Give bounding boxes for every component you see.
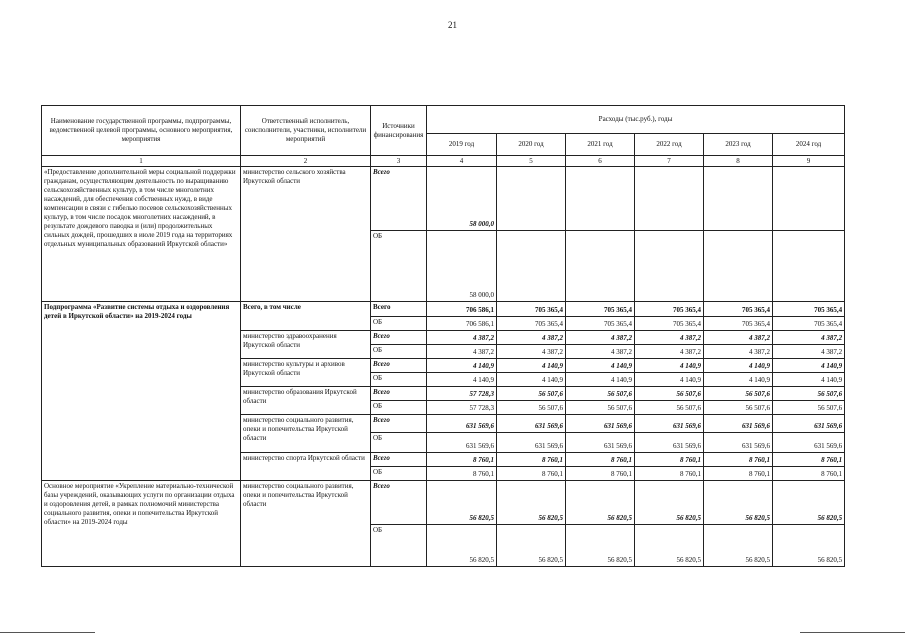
column-number: 7 <box>635 156 704 167</box>
value-cell: 8 760,1 <box>566 453 635 467</box>
value-cell: 4 387,2 <box>773 345 845 359</box>
value-cell: 56 507,6 <box>497 401 566 415</box>
value-cell: 631 569,6 <box>497 415 566 433</box>
value-cell: 631 569,6 <box>427 433 497 453</box>
column-number: 3 <box>371 156 427 167</box>
value-cell: 8 760,1 <box>635 467 704 481</box>
value-cell: 58 000,0 <box>427 167 497 231</box>
value-cell: 631 569,6 <box>497 433 566 453</box>
value-cell <box>566 231 635 302</box>
source-label: ОБ <box>371 373 427 387</box>
value-cell: 4 140,9 <box>427 359 497 373</box>
value-cell: 631 569,6 <box>635 415 704 433</box>
value-cell: 56 507,6 <box>635 401 704 415</box>
executor-name: министерство сельского хозяйства Иркутской области <box>241 167 371 302</box>
value-cell: 705 365,4 <box>704 317 773 331</box>
value-cell: 4 387,2 <box>635 331 704 345</box>
value-cell <box>566 167 635 231</box>
value-cell: 8 760,1 <box>704 467 773 481</box>
column-number: 6 <box>566 156 635 167</box>
column-number: 9 <box>773 156 845 167</box>
value-cell: 705 365,4 <box>635 317 704 331</box>
executor-name: министерство социального развития, опеки и попечительства Иркутской области <box>241 415 371 453</box>
value-cell: 705 365,4 <box>773 317 845 331</box>
value-cell: 57 728,3 <box>427 387 497 401</box>
value-cell: 4 140,9 <box>773 373 845 387</box>
source-label: ОБ <box>371 467 427 481</box>
value-cell <box>497 167 566 231</box>
source-label: Всего <box>371 331 427 345</box>
value-cell: 56 820,5 <box>497 525 566 567</box>
source-label: ОБ <box>371 317 427 331</box>
value-cell: 56 507,6 <box>704 401 773 415</box>
value-cell: 8 760,1 <box>497 453 566 467</box>
value-cell: 4 387,2 <box>566 345 635 359</box>
value-cell: 4 140,9 <box>497 359 566 373</box>
executor-name: министерство здравоохранения Иркутской области <box>241 331 371 359</box>
executor-name: министерство культуры и архивов Иркутской области <box>241 359 371 387</box>
value-cell <box>635 231 704 302</box>
value-cell: 56 507,6 <box>773 387 845 401</box>
value-cell: 631 569,6 <box>566 415 635 433</box>
value-cell: 705 365,4 <box>497 302 566 317</box>
value-cell: 56 507,6 <box>704 387 773 401</box>
source-label: ОБ <box>371 231 427 302</box>
page-number: 21 <box>448 20 457 30</box>
value-cell: 631 569,6 <box>773 415 845 433</box>
value-cell: 4 387,2 <box>497 345 566 359</box>
executor-name: министерство образования Иркутской области <box>241 387 371 415</box>
value-cell: 56 820,5 <box>427 525 497 567</box>
expenses-table <box>41 105 845 567</box>
value-cell: 4 140,9 <box>566 373 635 387</box>
value-cell <box>773 231 845 302</box>
value-cell: 4 387,2 <box>773 331 845 345</box>
value-cell: 56 507,6 <box>497 387 566 401</box>
value-cell: 8 760,1 <box>704 453 773 467</box>
value-cell: 8 760,1 <box>635 453 704 467</box>
value-cell: 56 820,5 <box>566 481 635 525</box>
value-cell: 4 387,2 <box>566 331 635 345</box>
value-cell: 706 586,1 <box>427 317 497 331</box>
column-number: 1 <box>42 156 241 167</box>
header-year: 2019 год <box>427 134 497 156</box>
value-cell: 8 760,1 <box>497 467 566 481</box>
value-cell: 631 569,6 <box>635 433 704 453</box>
value-cell: 631 569,6 <box>427 415 497 433</box>
value-cell: 56 820,5 <box>635 481 704 525</box>
value-cell: 4 140,9 <box>704 373 773 387</box>
value-cell: 4 140,9 <box>773 359 845 373</box>
value-cell <box>704 231 773 302</box>
source-label: Всего <box>371 387 427 401</box>
source-label: Всего <box>371 481 427 525</box>
value-cell: 56 820,5 <box>773 481 845 525</box>
value-cell: 4 387,2 <box>497 331 566 345</box>
header-year: 2022 год <box>635 134 704 156</box>
value-cell: 56 820,5 <box>497 481 566 525</box>
value-cell: 56 820,5 <box>566 525 635 567</box>
value-cell: 4 387,2 <box>635 345 704 359</box>
header-source: Источники финансирования <box>371 106 427 156</box>
value-cell <box>773 167 845 231</box>
value-cell: 705 365,4 <box>704 302 773 317</box>
executor-name: Всего, в том числе <box>241 302 371 331</box>
subprogram-name: Подпрограмма «Развитие системы отдыха и оздоровления детей в Иркутской области» на 2019-2024 годы <box>42 302 241 481</box>
header-executor: Ответственный исполнитель, соисполнители, участники, исполнители мероприятий <box>241 106 371 156</box>
source-label: Всего <box>371 453 427 467</box>
header-year: 2020 год <box>497 134 566 156</box>
value-cell: 705 365,4 <box>497 317 566 331</box>
source-label: Всего <box>371 302 427 317</box>
header-year: 2024 год <box>773 134 845 156</box>
value-cell: 56 820,5 <box>635 525 704 567</box>
source-label: Всего <box>371 415 427 433</box>
value-cell: 705 365,4 <box>773 302 845 317</box>
executor-name: министерство социального развития, опеки и попечительства Иркутской области <box>241 481 371 567</box>
column-number: 5 <box>497 156 566 167</box>
value-cell: 4 140,9 <box>704 359 773 373</box>
source-label: Всего <box>371 167 427 231</box>
source-label: Всего <box>371 359 427 373</box>
measure-name: Основное мероприятие «Укрепление материально-технической базы учреждений, оказывающих услуги по организации отдыха и оздоровления детей, в рамках полномочий министерства социального развития, опеки и попечительства Иркутской области» на 2019-2024 годы <box>42 481 241 567</box>
column-number: 2 <box>241 156 371 167</box>
value-cell: 705 365,4 <box>566 302 635 317</box>
value-cell: 58 000,0 <box>427 231 497 302</box>
value-cell <box>635 167 704 231</box>
source-label: ОБ <box>371 401 427 415</box>
value-cell <box>497 231 566 302</box>
scan-edge-line <box>0 632 95 633</box>
value-cell: 8 760,1 <box>427 467 497 481</box>
value-cell <box>704 167 773 231</box>
measure-name: «Предоставление дополнительной меры социальной поддержки гражданам, осуществляющим деятельность по выращиванию сельскохозяйственных культур, в том числе многолетних насаждений, для обеспечения собственных нужд, в виде компенсации в связи с гибелью посевов сельскохозяйственных культур, в том числе посадок многолетних насаждений, в результате дождевого паводка и (или) продолжительных сильных дождей, прошедших в июле 2019 года на территориях отдельных муниципальных образований Иркутской области» <box>42 167 241 302</box>
header-year: 2021 год <box>566 134 635 156</box>
value-cell: 4 387,2 <box>704 345 773 359</box>
value-cell: 4 387,2 <box>704 331 773 345</box>
value-cell: 57 728,3 <box>427 401 497 415</box>
column-number: 4 <box>427 156 497 167</box>
header-expenses: Расходы (тыс.руб.), годы <box>427 106 845 134</box>
column-number: 8 <box>704 156 773 167</box>
value-cell: 4 140,9 <box>427 373 497 387</box>
source-label: ОБ <box>371 433 427 453</box>
value-cell: 4 140,9 <box>635 373 704 387</box>
value-cell: 705 365,4 <box>566 317 635 331</box>
value-cell: 4 140,9 <box>497 373 566 387</box>
value-cell: 631 569,6 <box>566 433 635 453</box>
value-cell: 8 760,1 <box>566 467 635 481</box>
header-year: 2023 год <box>704 134 773 156</box>
value-cell: 56 820,5 <box>427 481 497 525</box>
source-label: ОБ <box>371 345 427 359</box>
value-cell: 56 507,6 <box>773 401 845 415</box>
value-cell: 631 569,6 <box>773 433 845 453</box>
value-cell: 4 140,9 <box>566 359 635 373</box>
value-cell: 706 586,1 <box>427 302 497 317</box>
source-label: ОБ <box>371 525 427 567</box>
value-cell: 8 760,1 <box>427 453 497 467</box>
value-cell: 705 365,4 <box>635 302 704 317</box>
value-cell: 4 387,2 <box>427 331 497 345</box>
value-cell: 56 507,6 <box>635 387 704 401</box>
scan-edge-line <box>800 632 905 633</box>
value-cell: 56 820,5 <box>773 525 845 567</box>
value-cell: 56 507,6 <box>566 401 635 415</box>
value-cell: 56 820,5 <box>704 481 773 525</box>
value-cell: 4 140,9 <box>635 359 704 373</box>
executor-name: министерство спорта Иркутской области <box>241 453 371 481</box>
value-cell: 4 387,2 <box>427 345 497 359</box>
value-cell: 56 820,5 <box>704 525 773 567</box>
value-cell: 631 569,6 <box>704 433 773 453</box>
value-cell: 8 760,1 <box>773 453 845 467</box>
header-name: Наименование государственной программы, подпрограммы, ведомственной целевой программы, основного мероприятия, мероприятия <box>42 106 241 156</box>
value-cell: 631 569,6 <box>704 415 773 433</box>
value-cell: 56 507,6 <box>566 387 635 401</box>
value-cell: 8 760,1 <box>773 467 845 481</box>
